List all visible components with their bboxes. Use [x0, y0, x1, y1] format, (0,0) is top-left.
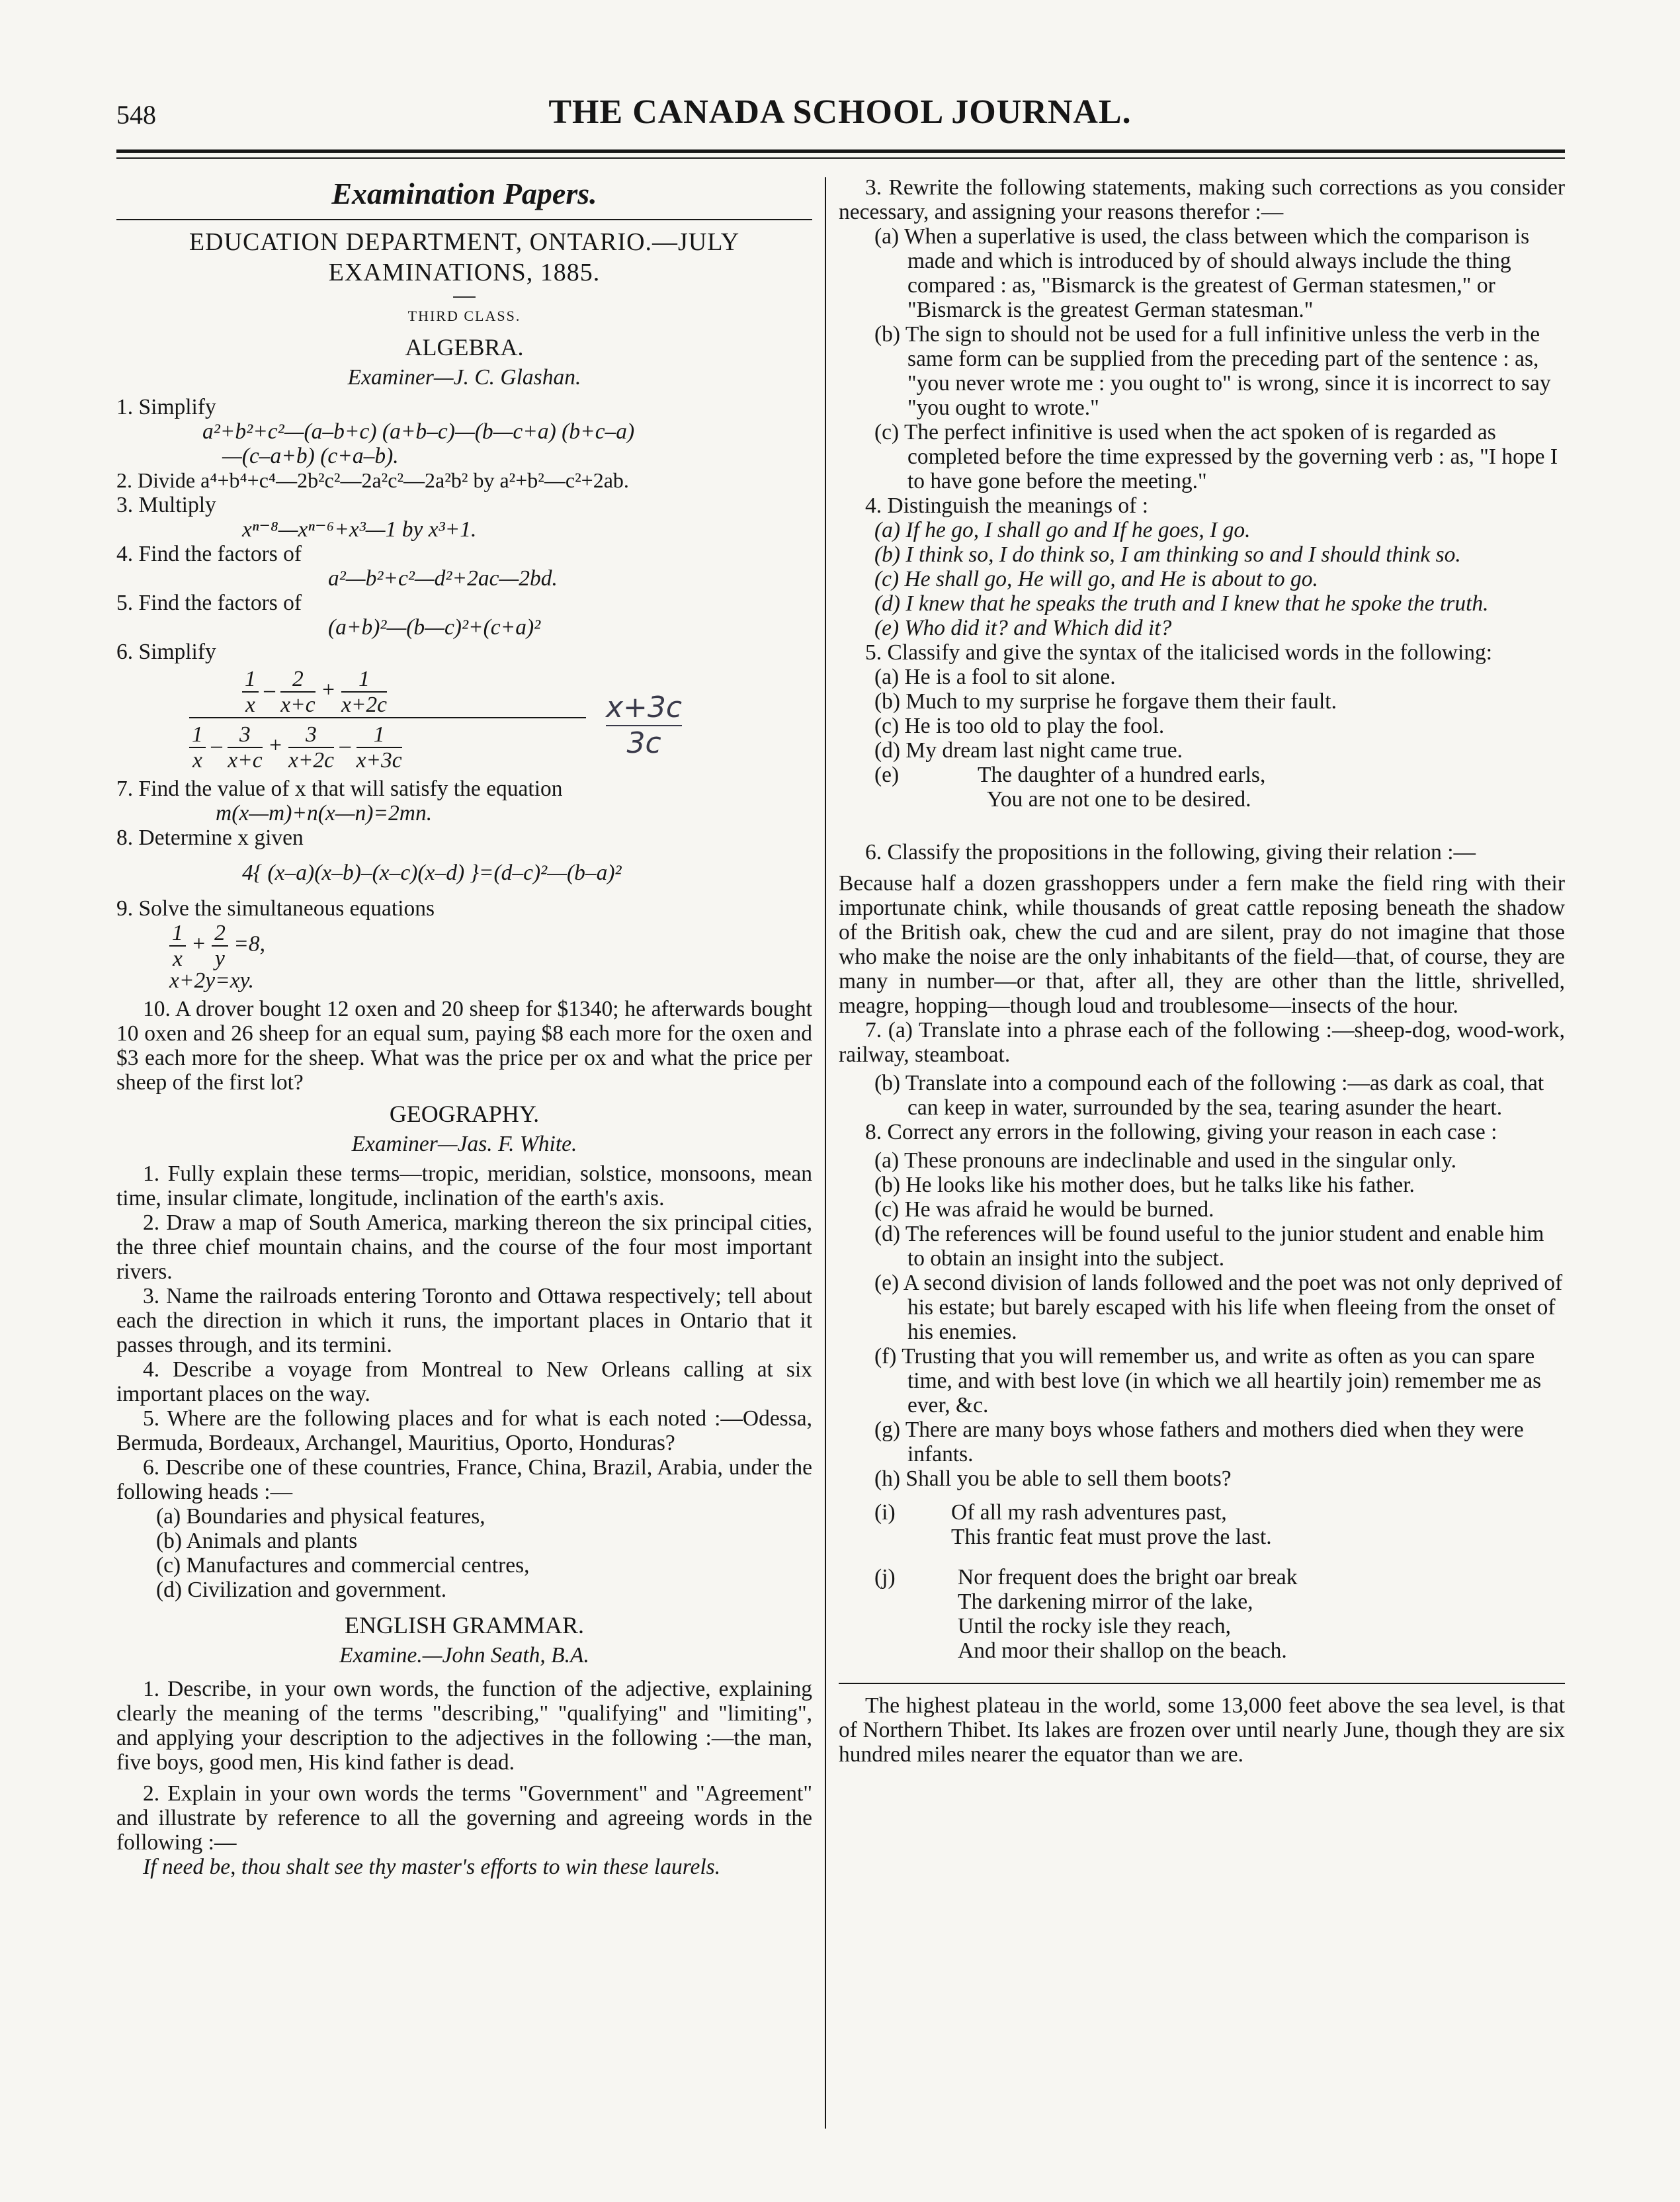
algebra-examiner: Examiner—J. C. Glashan.: [347, 365, 581, 390]
grammar-q8: 8. Correct any errors in the following, giving your reason in each case :: [865, 1120, 1497, 1144]
grammar-q4: 4. Distinguish the meanings of :: [865, 493, 1149, 518]
geography-q6: 6. Describe one of these countries, France, China, Brazil, Arabia, under the following heads :—: [116, 1455, 812, 1504]
algebra-q4: 4. Find the factors of: [116, 542, 302, 566]
grammar-q5: 5. Classify and give the syntax of the italicised words in the following:: [865, 640, 1493, 665]
algebra-q1: 1. Simplify: [116, 395, 216, 419]
grammar-q6-passage: Because half a dozen grasshoppers under a fern make the field ring with their importunate chink, while thousands of great cattle reposing beneath the shadow of the British oak, chew the cud and are silent, pray do not imagine that those who make the noise are the only inhabitants of the field—that, of course, they are many in number—or that, after all, they are other than the little, shrivelled, meagre, hopping—though loud and troublesome—insects of the hour.: [839, 871, 1565, 1018]
geography-q6-item: (a) Boundaries and physical features,: [156, 1504, 485, 1529]
geography-examiner: Examiner—Jas. F. White.: [351, 1132, 577, 1156]
header-rule-thin: [116, 157, 1565, 159]
algebra-q9-math-b: x+2y=xy.: [169, 968, 254, 993]
algebra-q3-math: xⁿ⁻⁸—xⁿ⁻⁶+x³—1 by x³+1.: [242, 517, 477, 542]
algebra-q7: 7. Find the value of x that will satisfy the equation: [116, 777, 563, 801]
grammar-q3-item: (c) The perfect infinitive is used when the act spoken of is regarded as completed before the time expressed by the governing verb : as, "I hope I to have gone before the meeting.": [874, 420, 1558, 493]
algebra-q6-fraction: $\frac{1}{x}$ – $\frac{2}{x+c}$ + $\frac{1}{x+2c}$ $\frac{1}{x}$ – $\frac{3}{x+c}$ + $\frac{3}{x+2c}$ – $\frac{1}{x+3c}$ x+3c 3c: [116, 664, 812, 777]
q9-term-1: $\frac{1}{x}$: [169, 921, 186, 971]
grammar-q5-item-e: (e) The daughter of a hundred earls, You are not one to be desired.: [874, 763, 1266, 812]
q6-main-fraction-bar: [189, 717, 586, 718]
page-number: 548: [116, 100, 156, 130]
algebra-q1-math-a: a²+b²+c²—(a–b+c) (a+b–c)—(b—c+a) (b+c–a): [202, 419, 635, 444]
column-divider: [825, 177, 826, 2129]
right-column: [839, 175, 1565, 1767]
q6-bot-term-2: $\frac{3}{x+c}$: [228, 722, 263, 773]
q6-bot-term-3: $\frac{3}{x+2c}$: [288, 722, 335, 773]
geography-q3: 3. Name the railroads entering Toronto and Ottawa respectively; tell about each the direction in which it runs, the important places in Ontario that it passes through, and its termini.: [116, 1284, 812, 1357]
geography-q5: 5. Where are the following places and for what is each noted :—Odessa, Bermuda, Bordeaux, Archangel, Mauritius, Oporto, Honduras?: [116, 1406, 812, 1455]
geography-q2: 2. Draw a map of South America, marking thereon the six principal cities, the three chief mountain chains, and the course of the four most important rivers.: [116, 1210, 812, 1284]
header-rule-thick: [116, 149, 1565, 153]
grammar-q4-item: (d) I knew that he speaks the truth and I knew that he spoke the truth.: [874, 591, 1489, 616]
grammar-heading: ENGLISH GRAMMAR.: [344, 1612, 585, 1638]
left-column: [116, 175, 812, 1879]
algebra-q8: 8. Determine x given: [116, 826, 304, 850]
section-title: Examination Papers.: [331, 177, 597, 210]
q6-top-term-3: $\frac{1}{x+2c}$: [341, 667, 388, 717]
grammar-q8-item: (a) These pronouns are indeclinable and used in the singular only.: [874, 1148, 1457, 1173]
q9-term-2: $\frac{2}{y}$: [212, 921, 228, 971]
geography-q1: 1. Fully explain these terms—tropic, meridian, solstice, monsoons, mean time, insular climate, longitude, inclination of the earth's axis.: [116, 1162, 812, 1210]
grammar-q5-item: (d) My dream last night came true.: [874, 738, 1183, 763]
grammar-q8-item: (g) There are many boys whose fathers and mothers died when they were infants.: [874, 1418, 1524, 1466]
algebra-q8-math: 4{ (x–a)(x–b)–(x–c)(x–d) }=(d–c)²—(b–a)²: [242, 861, 622, 885]
algebra-q6: 6. Simplify: [116, 640, 216, 664]
grammar-q8-item: (h) Shall you be able to sell them boots?: [874, 1466, 1232, 1491]
q6-top-term-1: $\frac{1}{x}$: [242, 667, 259, 717]
poem-line: Nor frequent does the bright oar break: [958, 1565, 1298, 1589]
grammar-q3: 3. Rewrite the following statements, making such corrections as you consider necessary, and assigning your reasons therefor :—: [839, 175, 1565, 224]
geography-q4: 4. Describe a voyage from Montreal to New Orleans calling at six important places on the way.: [116, 1357, 812, 1406]
title-dash: —: [453, 283, 476, 308]
algebra-q5-math: (a+b)²—(b—c)²+(c+a)²: [328, 615, 541, 640]
geography-q6-item: (d) Civilization and government.: [156, 1578, 447, 1602]
grammar-q5-item: (c) He is too old to play the fool.: [874, 714, 1165, 738]
poem-line: The darkening mirror of the lake,: [958, 1589, 1253, 1614]
algebra-q9-math: $\frac{1}{x}$ + $\frac{2}{y}$ =8,: [116, 921, 812, 968]
handwritten-answer: x+3c 3c: [606, 691, 683, 760]
poem-line: Until the rocky isle they reach,: [958, 1614, 1232, 1638]
poem-line: You are not one to be desired.: [987, 787, 1251, 812]
grammar-q4-item: (c) He shall go, He will go, and He is about to go.: [874, 567, 1318, 591]
poem-line: The daughter of a hundred earls,: [978, 763, 1266, 787]
geography-heading: GEOGRAPHY.: [389, 1101, 540, 1127]
footnote-rule: [839, 1683, 1565, 1684]
algebra-heading: ALGEBRA.: [405, 334, 524, 360]
dept-title-line-1: EDUCATION DEPARTMENT, ONTARIO.—JULY: [189, 228, 740, 256]
grammar-examiner: Examine.—John Seath, B.A.: [339, 1643, 589, 1668]
grammar-q8-item-i: (i) Of all my rash adventures past, This frantic feat must prove the last.: [874, 1500, 1272, 1549]
algebra-q5: 5. Find the factors of: [116, 591, 302, 615]
grammar-q8-item: (f) Trusting that you will remember us, and write as often as you can spare time, and with best love (in which we all heartily join) remember me as ever, &c.: [874, 1344, 1542, 1418]
algebra-q10: 10. A drover bought 12 oxen and 20 sheep for $1340; he afterwards bought 10 oxen and 26 sheep for an equal sum, paying $8 each more for the oxen and $3 each more for the sheep. What was the price per ox and what the price per sheep of the first lot?: [116, 997, 812, 1095]
poem-line: Of all my rash adventures past,: [951, 1500, 1227, 1525]
q6-top-term-2: $\frac{2}{x+c}$: [280, 667, 315, 717]
grammar-q8-item: (b) He looks like his mother does, but he talks like his father.: [874, 1173, 1415, 1197]
class-label: THIRD CLASS.: [407, 308, 521, 324]
poem-line: And moor their shallop on the beach.: [958, 1638, 1287, 1663]
grammar-q8-item: (d) The references will be found useful to the junior student and enable him to obtain an insight into the subject.: [874, 1222, 1544, 1271]
algebra-q3: 3. Multiply: [116, 493, 216, 517]
grammar-q7a: 7. (a) Translate into a phrase each of the following :—sheep-dog, wood-work, railway, steamboat.: [839, 1018, 1565, 1067]
grammar-q2: 2. Explain in your own words the terms "Government" and "Agreement" and illustrate by reference to all the governing and agreeing words in the following :—: [116, 1781, 812, 1855]
grammar-q8-item: (c) He was afraid he would be burned.: [874, 1197, 1214, 1222]
algebra-q2: 2. Divide a⁴+b⁴+c⁴—2b²c²—2a²c²—2a²b² by a²+b²—c²+2ab.: [116, 468, 629, 492]
footnote: The highest plateau in the world, some 13,000 feet above the sea level, is that of Northern Thibet. Its lakes are frozen over until nearly June, though they are six hundred miles nearer the equator than we are.: [839, 1693, 1565, 1767]
poem-line: This frantic feat must prove the last.: [951, 1525, 1272, 1549]
algebra-q9: 9. Solve the simultaneous equations: [116, 896, 435, 921]
algebra-q1-math-b: —(c–a+b) (c+a–b).: [222, 444, 399, 468]
journal-title: THE CANADA SCHOOL JOURNAL.: [548, 93, 1132, 131]
grammar-q1: 1. Describe, in your own words, the function of the adjective, explaining clearly the meaning of the terms "describing," "qualifying" and "limiting", and applying your description to the adjectives in the following :—the man, five boys, good men, His kind father is dead.: [116, 1677, 812, 1775]
grammar-q2-quote: If need be, thou shalt see thy master's efforts to win these laurels.: [143, 1855, 721, 1879]
grammar-q3-item: (a) When a superlative is used, the class between which the comparison is made and which is introduced by of should always include the thing compared : as, "Bismarck is the greatest of German statesmen," or "Bismarck is the greatest German statesman.": [874, 224, 1530, 322]
grammar-q5-item: (a) He is a fool to sit alone.: [874, 665, 1116, 689]
grammar-q7b: (b) Translate into a compound each of the following :—as dark as coal, that can keep in water, surrounded by the sea, tearing asunder the heart.: [874, 1071, 1544, 1120]
algebra-q4-math: a²—b²+c²—d²+2ac—2bd.: [328, 566, 558, 591]
grammar-q6: 6. Classify the propositions in the following, giving their relation :—: [865, 840, 1476, 865]
q6-bot-term-4: $\frac{1}{x+3c}$: [356, 722, 402, 773]
grammar-q4-item: (e) Who did it? and Which did it?: [874, 616, 1172, 640]
grammar-q8-item: (e) A second division of lands followed and the poet was not only deprived of his estate; but barely escaped with his life when fleeing from the onset of his enemies.: [874, 1271, 1563, 1344]
grammar-q8-item-j: (j) Nor frequent does the bright oar break The darkening mirror of the lake, Until the rocky isle they reach, And moor their shallop on the beach.: [874, 1565, 1298, 1663]
section-title-rule: [116, 219, 812, 220]
grammar-q4-item: (b) I think so, I do think so, I am thinking so and I should think so.: [874, 542, 1461, 567]
grammar-q4-item: (a) If he go, I shall go and If he goes, I go.: [874, 518, 1251, 542]
grammar-q3-item: (b) The sign to should not be used for a full infinitive unless the verb in the same form can be supplied from the preceding part of the sentence : as, "you never wrote me : you ought to" is wrong, since it is incorrect to say "you ought to wrote.": [874, 322, 1551, 420]
geography-q6-item: (c) Manufactures and commercial centres,: [156, 1553, 530, 1578]
geography-q6-item: (b) Animals and plants: [156, 1529, 358, 1553]
algebra-q7-math: m(x—m)+n(x—n)=2mn.: [216, 801, 433, 826]
q6-bot-term-1: $\frac{1}{x}$: [189, 722, 206, 773]
dept-title-line-2: EXAMINATIONS, 1885.: [328, 259, 601, 286]
grammar-q5-item: (b) Much to my surprise he forgave them their fault.: [874, 689, 1337, 714]
